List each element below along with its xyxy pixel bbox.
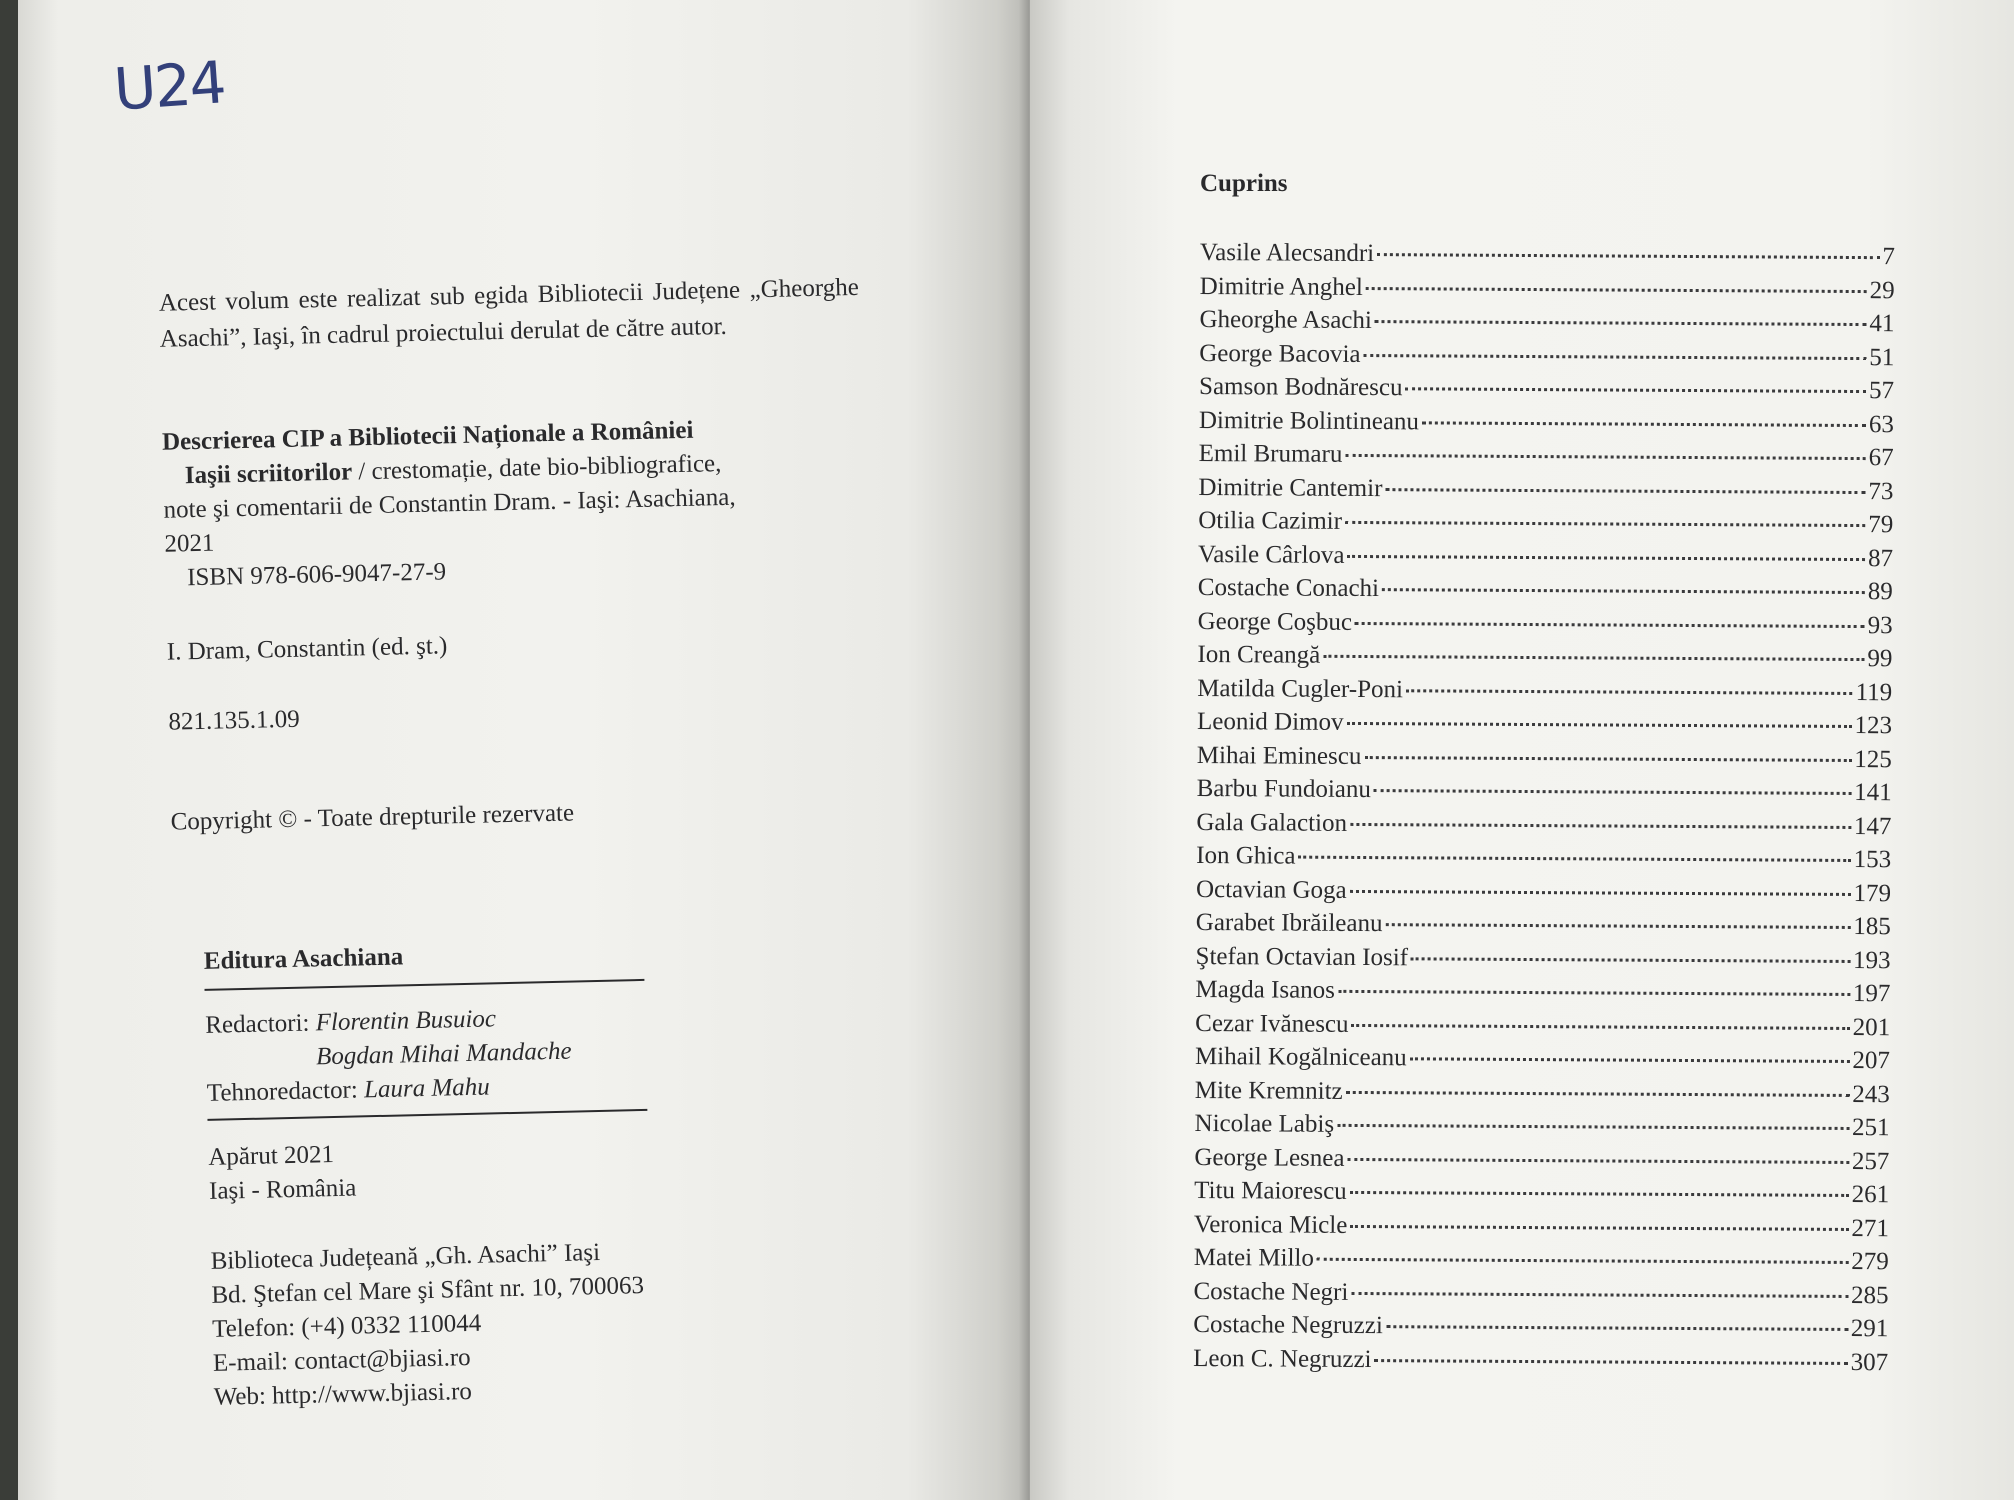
- toc-entry-name: Octavian Goga: [1195, 875, 1347, 904]
- toc-entry-name: Mihai Eminescu: [1196, 741, 1362, 770]
- toc-leader-dots: [1350, 1224, 1848, 1230]
- toc-entry-name: Cezar Ivănescu: [1195, 1009, 1349, 1038]
- toc-leader-dots: [1348, 1157, 1849, 1163]
- cip-line1-rest: / crestomație, date bio-bibliografice,: [351, 450, 722, 486]
- toc-leader-dots: [1385, 488, 1865, 494]
- toc-leader-dots: [1375, 320, 1867, 326]
- editor-2: Bogdan Mihai Mandache: [315, 1037, 572, 1071]
- published-year: Apărut 2021: [208, 1141, 335, 1171]
- cip-year: 2021: [164, 529, 215, 558]
- toc-entry-name: Vasile Alecsandri: [1199, 238, 1375, 268]
- toc-entry-name: George Lesnea: [1194, 1143, 1345, 1172]
- toc-entry-page: 197: [1852, 980, 1891, 1008]
- toc-entry: [1195, 1006, 1890, 1044]
- toc-entry-name: Costache Negri: [1193, 1277, 1349, 1306]
- toc-leader-dots: [1355, 621, 1865, 627]
- toc-entry: [1197, 671, 1892, 709]
- toc-entry-name: Samson Bodnărescu: [1198, 372, 1403, 402]
- toc-entry: [1197, 638, 1892, 676]
- toc-leader-dots: [1338, 990, 1850, 996]
- toc-entry: [1193, 1341, 1888, 1379]
- copyright: Copyright © - Toate drepturile rezervate: [170, 799, 575, 836]
- toc-entry-page: 185: [1853, 913, 1891, 941]
- handwritten-mark: U24: [111, 48, 227, 124]
- toc-entry-page: 93: [1867, 611, 1893, 639]
- toc-leader-dots: [1298, 856, 1850, 862]
- toc-entry-name: Matei Millo: [1193, 1243, 1314, 1272]
- toc-leader-dots: [1352, 1023, 1850, 1029]
- toc-leader-dots: [1366, 287, 1867, 293]
- toc-entry-page: 87: [1867, 544, 1894, 572]
- toc-entry-name: Emil Brumaru: [1198, 439, 1343, 468]
- toc-entry-page: 261: [1851, 1180, 1890, 1209]
- cip-heading: Descrierea CIP a Bibliotecii Naționale a României: [161, 416, 694, 456]
- toc-entry-name: George Bacovia: [1199, 339, 1361, 368]
- toc-entry-page: 153: [1853, 846, 1892, 874]
- toc-entry-name: Garabet Ibrăileanu: [1195, 908, 1383, 938]
- toc-leader-dots: [1350, 822, 1851, 828]
- toc-leader-dots: [1337, 1124, 1849, 1130]
- editors-label: Redactori:: [205, 1009, 316, 1039]
- toc-leader-dots: [1375, 1359, 1848, 1365]
- toc-entry: [1199, 336, 1894, 374]
- toc-entry: [1198, 470, 1893, 508]
- toc-entry-name: Ion Creangă: [1197, 640, 1321, 669]
- toc-entry-name: Gala Galaction: [1196, 808, 1348, 837]
- isbn: ISBN 978-606-9047-27-9: [186, 558, 447, 592]
- toc-leader-dots: [1345, 454, 1865, 460]
- typesetter-name: Laura Mahu: [363, 1073, 491, 1104]
- toc-entry: [1193, 1308, 1888, 1346]
- toc-entry: [1200, 236, 1895, 274]
- toc-entry-name: Titu Maiorescu: [1194, 1176, 1347, 1205]
- toc-entry-page: 141: [1854, 779, 1892, 807]
- toc-entry-page: 243: [1852, 1080, 1890, 1108]
- contents-title: Cuprins: [1200, 170, 1288, 197]
- toc-leader-dots: [1350, 1191, 1849, 1197]
- toc-entry-name: Barbu Fundoianu: [1196, 774, 1372, 804]
- toc-leader-dots: [1346, 1090, 1850, 1096]
- toc-leader-dots: [1422, 421, 1866, 427]
- toc-entry-name: Leon C. Negruzzi: [1193, 1344, 1372, 1373]
- toc-entry: [1199, 403, 1894, 441]
- toc-leader-dots: [1406, 689, 1853, 695]
- toc-entry: [1196, 872, 1891, 910]
- toc-entry-page: 125: [1854, 745, 1892, 773]
- toc-leader-dots: [1385, 923, 1850, 929]
- toc-entry-page: 279: [1851, 1247, 1889, 1276]
- divider-top: [204, 979, 644, 991]
- toc-entry-page: 257: [1851, 1147, 1890, 1175]
- toc-entry-page: 41: [1869, 310, 1895, 338]
- library-phone: Telefon: (+4) 0332 110044: [211, 1309, 482, 1343]
- toc-leader-dots: [1323, 655, 1864, 661]
- left-page: [18, 0, 1028, 1500]
- library-web: Web: http://www.bjiasi.ro: [213, 1377, 473, 1411]
- editor-entry: I. Dram, Constantin (ed. şt.): [166, 632, 448, 666]
- toc-entry-name: Mite Kremnitz: [1194, 1076, 1343, 1105]
- toc-leader-dots: [1317, 1258, 1848, 1264]
- toc-entry: [1194, 1174, 1889, 1212]
- toc-entry: [1197, 772, 1892, 810]
- toc-entry: [1197, 738, 1892, 776]
- toc-leader-dots: [1347, 722, 1852, 728]
- toc-entry-name: Dimitrie Anghel: [1199, 272, 1363, 301]
- toc-entry-page: 67: [1868, 444, 1894, 472]
- toc-entry-page: 291: [1850, 1314, 1889, 1343]
- toc-entry-page: 7: [1882, 243, 1895, 271]
- toc-entry: [1196, 839, 1891, 877]
- toc-leader-dots: [1382, 588, 1865, 594]
- toc-leader-dots: [1350, 889, 1851, 895]
- toc-entry-page: 179: [1853, 879, 1892, 907]
- toc-entry-name: Gheorghe Asachi: [1199, 305, 1372, 335]
- toc-entry: [1195, 1073, 1890, 1111]
- toc-entry-name: Vasile Cârlova: [1197, 540, 1345, 569]
- toc-entry-page: 63: [1868, 410, 1894, 438]
- toc-entry: [1199, 303, 1894, 341]
- toc-entry-name: Ion Ghica: [1196, 841, 1296, 870]
- toc-entry: [1197, 705, 1892, 743]
- toc-entry-name: Otilia Cazimir: [1198, 506, 1343, 535]
- typesetter-label: Tehnoredactor:: [206, 1076, 365, 1107]
- toc-entry-name: Costache Negruzzi: [1193, 1310, 1383, 1340]
- toc-entry-page: 119: [1855, 678, 1893, 706]
- toc-entry-name: Magda Isanos: [1195, 975, 1336, 1004]
- toc-entry: [1198, 604, 1893, 642]
- toc-entry-name: Costache Conachi: [1197, 573, 1380, 603]
- toc-entry: [1198, 504, 1893, 542]
- toc-entry-name: Veronica Micle: [1193, 1210, 1348, 1239]
- toc-entry-page: 147: [1853, 812, 1892, 840]
- toc-entry-page: 89: [1867, 578, 1893, 606]
- toc-leader-dots: [1351, 1291, 1848, 1297]
- toc-entry-name: Leonid Dimov: [1196, 707, 1344, 736]
- toc-entry: [1196, 906, 1891, 944]
- toc-entry-name: Dimitrie Bolintineanu: [1198, 406, 1420, 435]
- toc-entry-name: Dimitrie Cantemir: [1198, 473, 1383, 502]
- toc-entry-name: Nicolae Labiş: [1194, 1109, 1335, 1138]
- toc-entry-page: 57: [1868, 377, 1895, 405]
- intro-paragraph: Acest volum este realizat sub egida Bibliotecii Județene „Gheorghe Asachi”, Iaşi, în cadrul proiectului derulat de către autor.: [158, 273, 860, 353]
- toc-entry: [1195, 973, 1890, 1011]
- toc-entry-page: 251: [1851, 1114, 1890, 1142]
- toc-leader-dots: [1364, 354, 1867, 360]
- toc-leader-dots: [1348, 554, 1866, 560]
- cip-title: Iaşii scriitorilor: [184, 458, 353, 490]
- toc-leader-dots: [1410, 1057, 1850, 1063]
- toc-entry-page: 201: [1852, 1013, 1891, 1041]
- toc-entry-page: 99: [1867, 645, 1893, 673]
- toc-leader-dots: [1386, 1325, 1848, 1331]
- toc-entry-name: Ştefan Octavian Iosif: [1195, 942, 1409, 971]
- publish-place: Iaşi - România: [208, 1174, 357, 1205]
- toc-entry: [1194, 1207, 1889, 1245]
- udc-code: 821.135.1.09: [168, 705, 300, 736]
- toc-entry-name: Matilda Cugler-Poni: [1197, 674, 1404, 703]
- toc-entry: [1195, 1040, 1890, 1078]
- toc-leader-dots: [1377, 253, 1879, 259]
- toc-leader-dots: [1345, 521, 1865, 527]
- toc-entry: [1199, 370, 1894, 408]
- toc-leader-dots: [1411, 957, 1850, 963]
- toc-leader-dots: [1374, 789, 1851, 795]
- toc-entry-page: 123: [1854, 712, 1893, 740]
- toc-entry: [1196, 805, 1891, 843]
- toc-entry-page: 285: [1850, 1281, 1889, 1309]
- toc-entry: [1194, 1241, 1889, 1279]
- editor-1: Florentin Busuioc: [315, 1005, 497, 1037]
- colophon: [18, 0, 1028, 1500]
- toc-entry-name: George Coşbuc: [1197, 607, 1353, 636]
- publisher-name: Editura Asachiana: [203, 943, 404, 975]
- toc-entry: [1195, 939, 1890, 977]
- library-name: Biblioteca Județeană „Gh. Asachi” Iaşi: [210, 1239, 601, 1275]
- toc-entry-page: 207: [1852, 1047, 1891, 1075]
- toc-entry: [1198, 537, 1893, 575]
- toc-leader-dots: [1364, 756, 1851, 762]
- toc-entry: [1199, 437, 1894, 475]
- toc-entry-page: 193: [1853, 946, 1891, 974]
- toc-entry: [1198, 571, 1893, 609]
- toc-entry-page: 271: [1851, 1214, 1890, 1242]
- toc-entry-page: 73: [1868, 477, 1894, 505]
- toc-entry-name: Mihail Kogălniceanu: [1194, 1042, 1407, 1072]
- typesetter-line: [206, 1070, 490, 1110]
- toc-leader-dots: [1406, 387, 1867, 393]
- library-email: E-mail: contact@bjiasi.ro: [212, 1343, 471, 1377]
- toc-entry: [1194, 1140, 1889, 1178]
- toc-entry: [1200, 269, 1895, 307]
- divider-bottom: [207, 1109, 647, 1121]
- toc-entry-page: 29: [1869, 276, 1895, 304]
- table-of-contents: [1193, 236, 1895, 1379]
- cip-line-2: note şi comentarii de Constantin Dram. - Iaşi: Asachiana,: [163, 483, 736, 524]
- library-address: Bd. Ştefan cel Mare şi Sfânt nr. 10, 700063: [211, 1272, 645, 1309]
- toc-entry-page: 307: [1850, 1348, 1889, 1376]
- toc-entry-page: 79: [1868, 511, 1894, 539]
- toc-entry: [1193, 1274, 1888, 1312]
- toc-entry-page: 51: [1869, 343, 1895, 371]
- toc-entry: [1194, 1107, 1889, 1145]
